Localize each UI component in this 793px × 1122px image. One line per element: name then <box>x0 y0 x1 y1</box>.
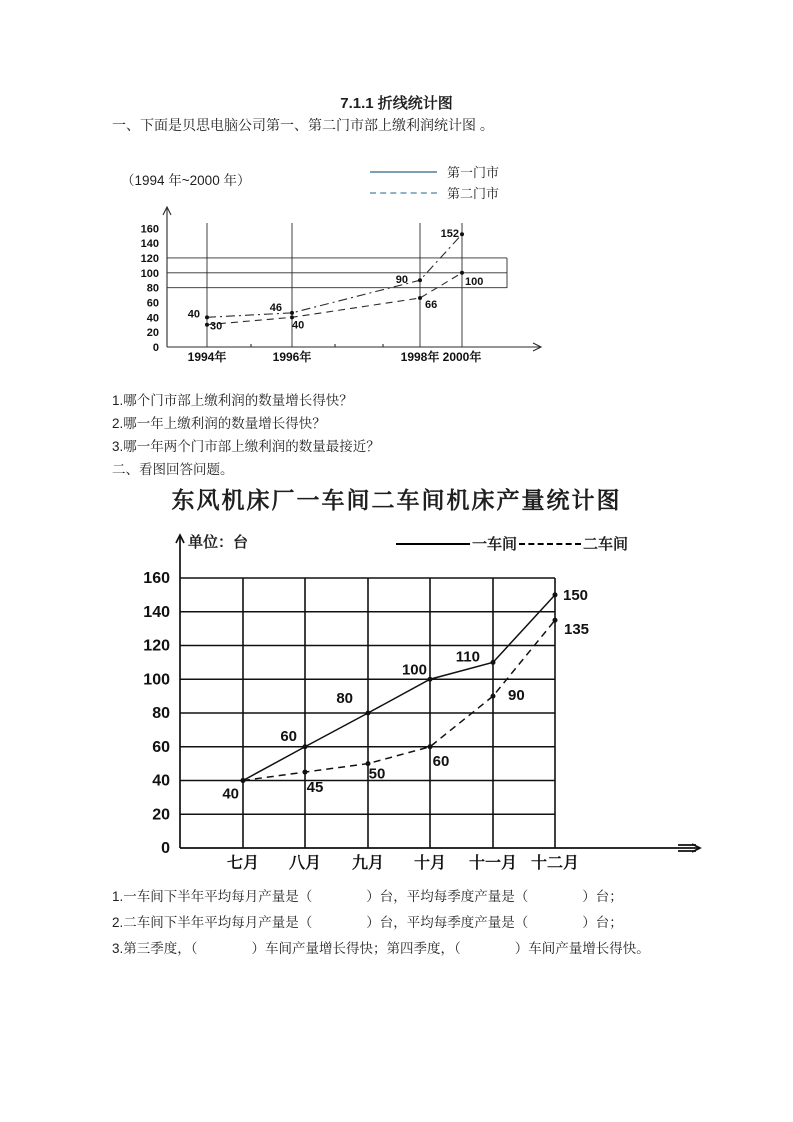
svg-text:40: 40 <box>152 772 170 790</box>
svg-text:60: 60 <box>152 738 170 756</box>
svg-text:80: 80 <box>336 690 353 707</box>
svg-text:160: 160 <box>140 223 159 236</box>
svg-text:80: 80 <box>152 705 170 722</box>
svg-text:1996年: 1996年 <box>272 350 312 364</box>
svg-text:十月: 十月 <box>413 855 447 872</box>
svg-text:140: 140 <box>143 603 170 621</box>
dashed-line-icon <box>370 192 437 194</box>
svg-text:100: 100 <box>401 661 427 679</box>
svg-text:90: 90 <box>508 687 525 705</box>
solid-line-icon <box>370 171 437 173</box>
svg-text:100: 100 <box>143 671 170 689</box>
svg-text:40: 40 <box>222 785 239 803</box>
svg-text:152: 152 <box>440 228 459 241</box>
question-2: 2.二车间下半年平均每月产量是（ ）台，平均每季度产量是（ ）台； <box>112 915 623 930</box>
svg-text:十一月: 十一月 <box>468 855 518 872</box>
svg-text:30: 30 <box>210 320 223 333</box>
svg-text:60: 60 <box>280 727 297 745</box>
svg-text:60: 60 <box>146 297 159 310</box>
svg-text:40: 40 <box>146 312 159 325</box>
question-3: 3.哪一年两个门市部上缴利润的数量最接近？ <box>112 439 380 454</box>
svg-text:七月: 七月 <box>226 855 260 872</box>
legend-label-store1: 第一门市 <box>447 165 500 180</box>
profit-line-chart <box>95 195 575 380</box>
svg-text:100: 100 <box>140 267 159 280</box>
svg-text:120: 120 <box>143 637 170 655</box>
question-2: 2.哪一年上缴利润的数量增长得快？ <box>112 416 326 431</box>
question-1: 1.一车间下半年平均每月产量是（ ）台，平均每季度产量是（ ）台； <box>112 889 623 904</box>
svg-text:40: 40 <box>292 319 305 332</box>
svg-text:1994年: 1994年 <box>187 350 227 364</box>
svg-text:60: 60 <box>432 752 450 770</box>
svg-text:2000年: 2000年 <box>442 350 482 364</box>
output-line-chart <box>130 528 778 880</box>
question-1: 1.哪个门市部上缴利润的数量增长得快？ <box>112 393 353 408</box>
svg-text:十二月: 十二月 <box>530 855 580 872</box>
page-title: 7.1.1 折线统计图 <box>340 95 453 112</box>
svg-text:20: 20 <box>152 806 170 824</box>
svg-text:90: 90 <box>395 274 408 287</box>
svg-text:100: 100 <box>465 275 484 288</box>
svg-text:120: 120 <box>140 252 159 265</box>
svg-text:135: 135 <box>564 621 590 639</box>
svg-text:0: 0 <box>152 342 159 354</box>
legend-label-workshop1: 一车间 <box>472 536 518 553</box>
chart2-unit-label: 单位：台 <box>188 534 249 551</box>
svg-text:140: 140 <box>140 238 159 251</box>
svg-text:50: 50 <box>368 765 386 783</box>
svg-text:80: 80 <box>146 282 159 295</box>
svg-text:40: 40 <box>187 308 200 321</box>
svg-text:0: 0 <box>161 840 170 857</box>
section1-intro: 一、下面是贝思电脑公司第一、第二门市部上缴利润统计图 。 <box>112 117 494 133</box>
chart1-subtitle: （1994 年~2000 年） <box>121 173 251 188</box>
legend-item-store1 <box>370 161 499 182</box>
svg-text:160: 160 <box>143 570 170 587</box>
svg-text:150: 150 <box>563 586 589 604</box>
svg-text:1998年: 1998年 <box>400 350 440 364</box>
section2-questions <box>112 884 650 962</box>
svg-text:九月: 九月 <box>351 855 385 872</box>
svg-text:八月: 八月 <box>288 855 322 872</box>
legend-label-store2: 第二门市 <box>447 186 500 201</box>
svg-text:46: 46 <box>269 301 282 314</box>
svg-text:45: 45 <box>306 779 324 797</box>
svg-text:20: 20 <box>146 327 159 340</box>
section1-questions <box>112 389 380 481</box>
section2-heading: 二、看图回答问题。 <box>112 462 234 477</box>
chart2-title: 东风机床厂一车间二车间机床产量统计图 <box>171 487 622 513</box>
question-3: 3.第三季度，（ ）车间产量增长得快；第四季度，（ ）车间产量增长得快。 <box>112 941 650 956</box>
svg-text:110: 110 <box>455 648 480 666</box>
svg-text:66: 66 <box>425 299 438 312</box>
legend-label-workshop2: 二车间 <box>583 536 629 553</box>
